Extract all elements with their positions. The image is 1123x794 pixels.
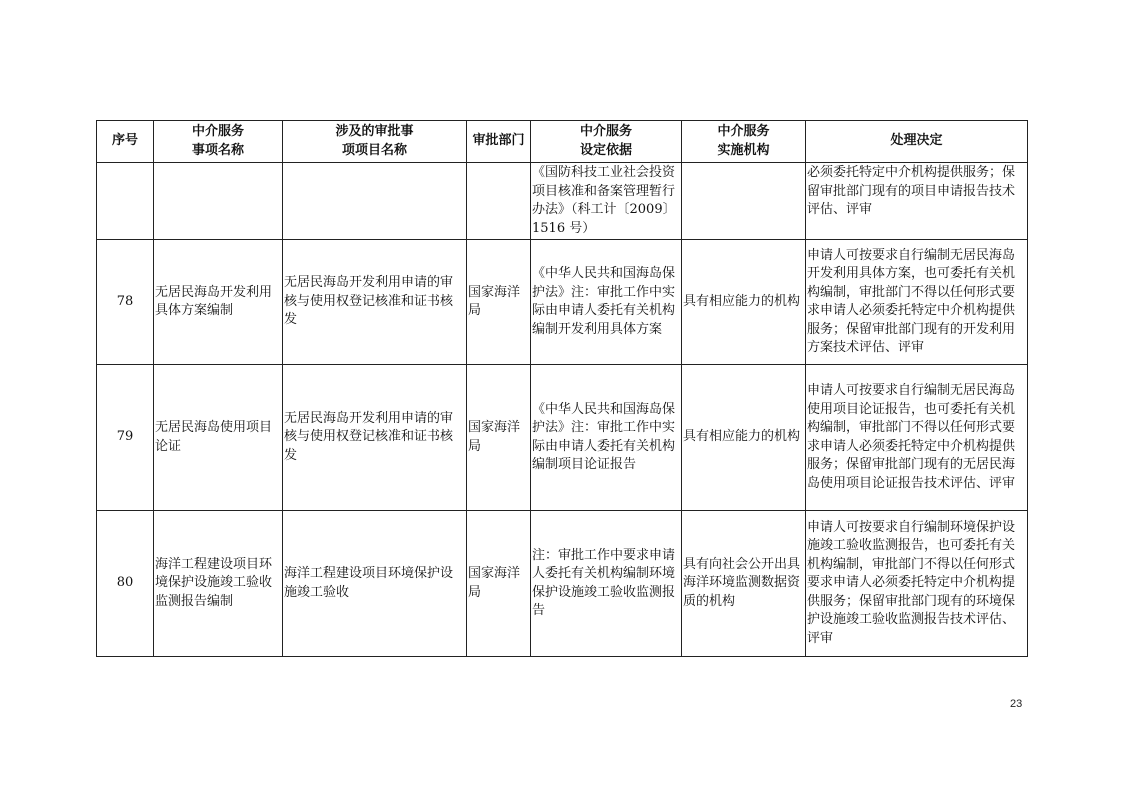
cell-basis: 注：审批工作中要求申请人委托有关机构编制环境保护设施竣工验收监测报告 [531, 511, 682, 657]
cell-agency: 具有向社会公开出具海洋环境监测数据资质的机构 [682, 511, 806, 657]
cell-seq: 78 [97, 240, 154, 365]
cell-approval-item [283, 163, 467, 240]
cell-seq: 79 [97, 365, 154, 511]
cell-service-name: 无居民海岛使用项目论证 [154, 365, 283, 511]
header-agency: 中介服务 实施机构 [682, 121, 806, 163]
table-header-row [97, 121, 1028, 163]
cell-department: 国家海洋局 [467, 511, 531, 657]
table-row [97, 365, 1028, 511]
cell-agency: 具有相应能力的机构 [682, 365, 806, 511]
cell-decision: 必须委托特定中介机构提供服务；保留审批部门现有的项目申请报告技术评估、评审 [806, 163, 1028, 240]
cell-approval-item: 无居民海岛开发利用申请的审核与使用权登记核准和证书核发 [283, 365, 467, 511]
cell-department [467, 163, 531, 240]
cell-agency [682, 163, 806, 240]
intermediary-services-table-wrapper [96, 120, 1027, 657]
table-row [97, 240, 1028, 365]
header-decision: 处理决定 [806, 121, 1028, 163]
cell-decision: 申请人可按要求自行编制环境保护设施竣工验收监测报告，也可委托有关机构编制，审批部门不得以任何形式要求申请人必须委托特定中介机构提供服务；保留审批部门现有的环境保护设施竣工验收监测报告技术评估、评审 [806, 511, 1028, 657]
cell-seq [97, 163, 154, 240]
cell-approval-item: 无居民海岛开发利用申请的审核与使用权登记核准和证书核发 [283, 240, 467, 365]
cell-approval-item: 海洋工程建设项目环境保护设施竣工验收 [283, 511, 467, 657]
cell-basis: 《国防科技工业社会投资项目核准和备案管理暂行办法》（科工计〔2009〕1516 号） [531, 163, 682, 240]
table-row [97, 163, 1028, 240]
table-row [97, 511, 1028, 657]
cell-service-name [154, 163, 283, 240]
cell-basis: 《中华人民共和国海岛保护法》注：审批工作中实际由申请人委托有关机构编制项目论证报告 [531, 365, 682, 511]
cell-basis: 《中华人民共和国海岛保护法》注：审批工作中实际由申请人委托有关机构编制开发利用具体方案 [531, 240, 682, 365]
cell-service-name: 海洋工程建设项目环境保护设施竣工验收监测报告编制 [154, 511, 283, 657]
cell-agency: 具有相应能力的机构 [682, 240, 806, 365]
page-number: 23 [1010, 698, 1023, 710]
header-service-name: 中介服务 事项名称 [154, 121, 283, 163]
cell-department: 国家海洋局 [467, 365, 531, 511]
cell-department: 国家海洋局 [467, 240, 531, 365]
cell-seq: 80 [97, 511, 154, 657]
header-approval-item: 涉及的审批事 项项目名称 [283, 121, 467, 163]
header-department: 审批部门 [467, 121, 531, 163]
cell-service-name: 无居民海岛开发利用具体方案编制 [154, 240, 283, 365]
header-seq: 序号 [97, 121, 154, 163]
intermediary-services-table [96, 120, 1028, 657]
cell-decision: 申请人可按要求自行编制无居民海岛开发利用具体方案，也可委托有关机构编制，审批部门不得以任何形式要求申请人必须委托特定中介机构提供服务；保留审批部门现有的开发利用方案技术评估、评审 [806, 240, 1028, 365]
cell-decision: 申请人可按要求自行编制无居民海岛使用项目论证报告，也可委托有关机构编制，审批部门不得以任何形式要求申请人必须委托特定中介机构提供服务；保留审批部门现有的无居民海岛使用项目论证报告技术评估、评审 [806, 365, 1028, 511]
header-basis: 中介服务 设定依据 [531, 121, 682, 163]
